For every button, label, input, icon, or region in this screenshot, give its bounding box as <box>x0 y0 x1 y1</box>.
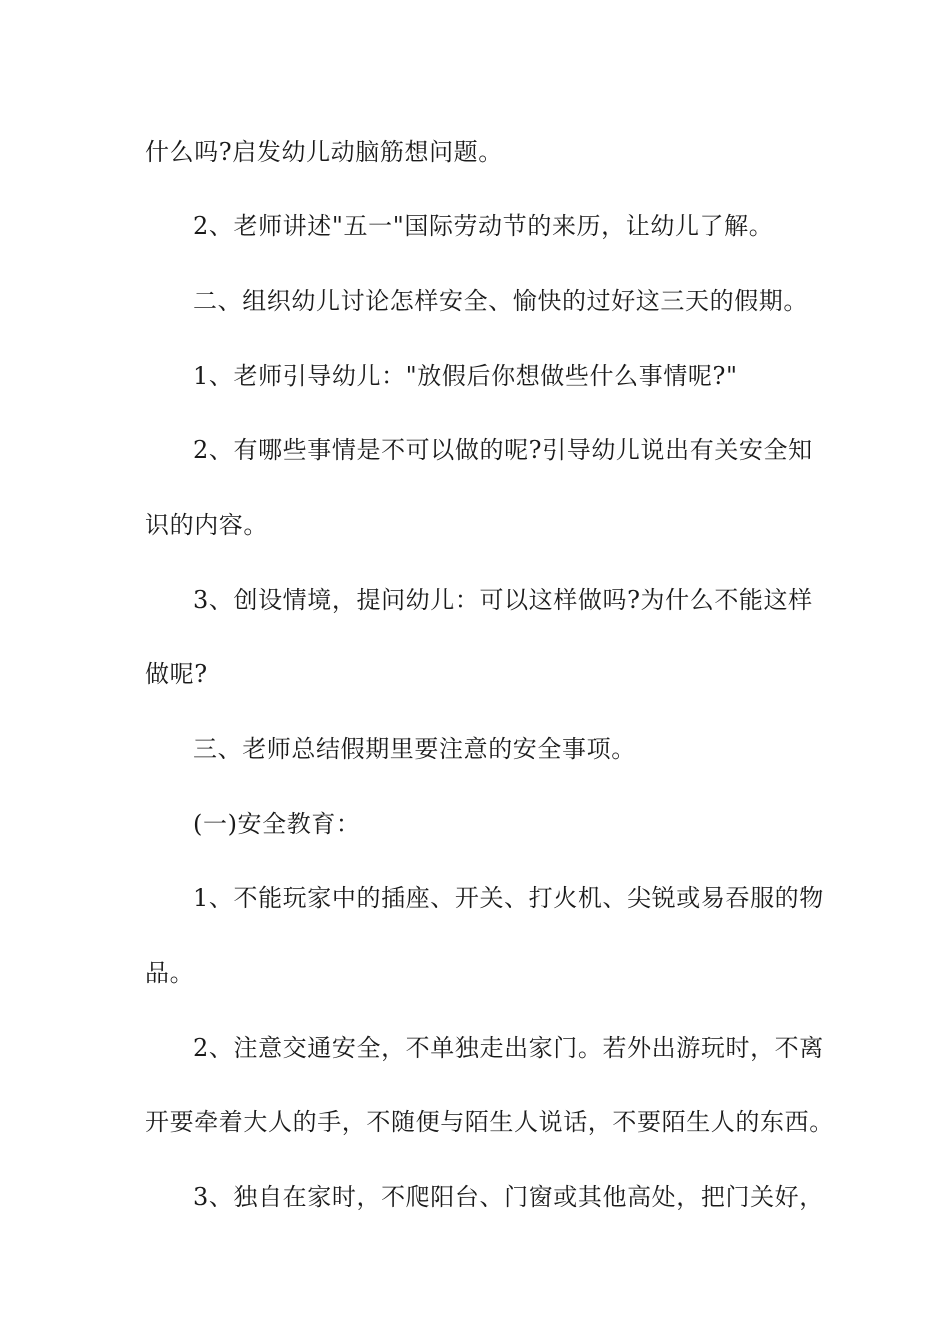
paragraph-line: (一)安全教育： <box>193 810 361 838</box>
paragraph-line: 二、组织幼儿讨论怎样安全、愉快的过好这三天的假期。 <box>193 287 808 315</box>
paragraph-line: 3、创设情境，提问幼儿：可以这样做吗?为什么不能这样 <box>193 586 813 614</box>
paragraph-line: 1、不能玩家中的插座、开关、打火机、尖锐或易吞服的物 <box>193 884 824 912</box>
paragraph-line: 识的内容。 <box>145 511 268 539</box>
paragraph-line: 1、老师引导幼儿："放假后你想做些什么事情呢?" <box>193 362 738 390</box>
paragraph-line: 3、独自在家时，不爬阳台、门窗或其他高处，把门关好， <box>193 1183 824 1211</box>
paragraph-line: 做呢? <box>145 660 208 688</box>
paragraph-line: 2、注意交通安全，不单独走出家门。若外出游玩时，不离 <box>193 1034 824 1062</box>
paragraph-line: 三、老师总结假期里要注意的安全事项。 <box>193 735 636 763</box>
paragraph-line: 2、老师讲述"五一"国际劳动节的来历，让幼儿了解。 <box>193 212 774 240</box>
paragraph-line: 2、有哪些事情是不可以做的呢?引导幼儿说出有关安全知 <box>193 436 813 464</box>
paragraph-line: 品。 <box>145 959 195 987</box>
paragraph-line: 什么吗?启发幼儿动脑筋想问题。 <box>145 138 503 166</box>
paragraph-line: 开要牵着大人的手，不随便与陌生人说话，不要陌生人的东西。 <box>145 1108 834 1136</box>
